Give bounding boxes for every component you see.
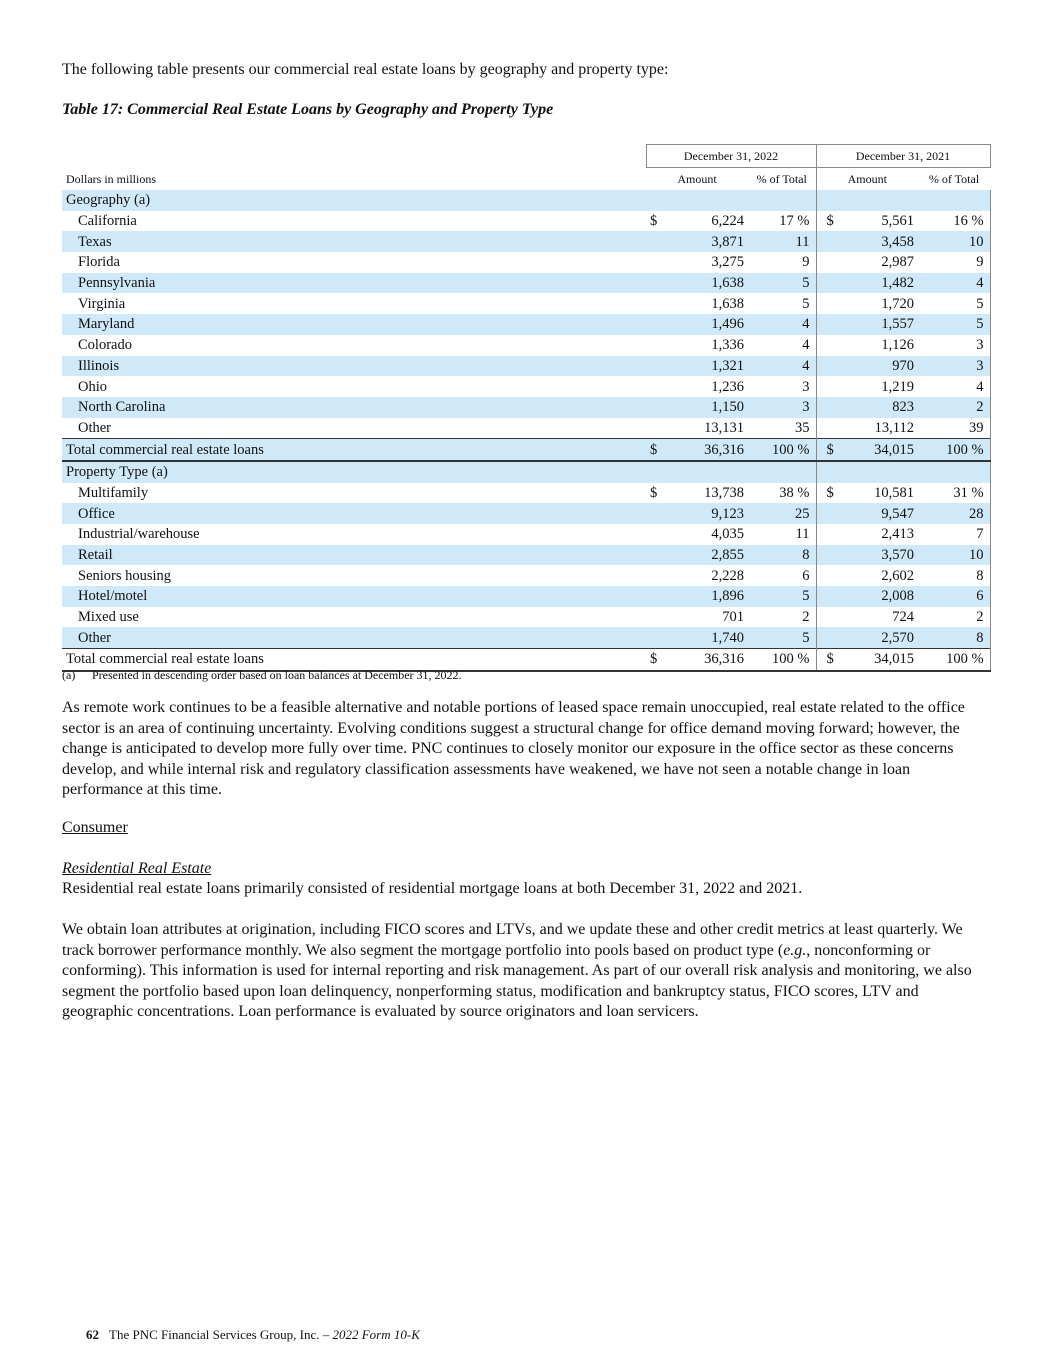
pct-2022: 17 % [779,213,810,230]
blank-cell [918,461,990,483]
dollar-sign-2022 [646,314,672,335]
dollar-sign-2021 [816,565,842,586]
row-label: Office [62,503,646,524]
amount-2021: 2,987 [881,254,915,271]
table-row [62,607,990,628]
dollar-sign-2021 [816,335,842,356]
pct-2022: 2 [802,609,810,626]
dollar-sign-2022 [646,627,672,648]
table-row [62,418,990,439]
office-sector-paragraph: As remote work continues to be a feasible alternative and notable portions of leased space remain unoccupied, real estate related to the office sector is an area of continuing uncertainty. Evolving conditions suggest a structural change for office demand moving forward; however, the change is anticipated to develop more fully over time. PNC continues to closely monitor our exposure in the office sector as these concerns develop, and while internal risk and regulatory classification assessments have weakened, we have not seen a notable change in loan performance at this time. [62,699,965,798]
amount-2021: 5,561 [881,213,915,230]
property-type-section-label: Property Type (a) [62,461,646,483]
table-row [62,397,990,418]
blank-cell [672,461,748,483]
total-amount-2021: 34,015 [842,649,918,671]
dollar-sign-2022 [646,524,672,545]
dollar-sign-2022 [646,607,672,628]
pct-2021: 10 [918,545,990,566]
amount-2022: 1,321 [672,356,748,377]
dollar-sign-2021 [816,314,842,335]
row-label: Industrial/warehouse [78,526,200,543]
table-header-periods [62,145,990,168]
amount-2021: 3,570 [842,545,918,566]
total-pct-2021: 100 % [918,439,990,461]
pct-2021: 4 [918,376,990,397]
dollar-sign-2021 [816,503,842,524]
amount-2021: 2,413 [881,526,915,543]
pct-2022: 11 [795,526,810,543]
dollar-sign-2022 [646,503,672,524]
blank-cell [842,190,918,211]
pct-2021: 28 [918,503,990,524]
row-label: Virginia [78,295,126,312]
dollar-sign-2021 [816,524,842,545]
total-label: Total commercial real estate loans [62,439,646,461]
total-pct-2022: 100 % [748,439,816,461]
residential-paragraph: Residential real estate loans primarily consisted of residential mortgage loans at both December 31, 2022 and 2021. [62,880,803,897]
pct-2021: 8 [918,565,990,586]
total-pct-2022: 100 % [748,649,816,671]
blank-cell [672,190,748,211]
pct-2022: 3 [802,378,810,395]
period-2022-header: December 31, 2022 [646,145,816,168]
geography-total-row [62,439,990,461]
row-label: California [78,213,137,230]
dollar-sign-2022: $ [650,484,658,501]
total-amount-2022: 36,316 [672,649,748,671]
dollar-sign-2022 [646,293,672,314]
amount-2021: 1,557 [842,314,918,335]
pct-2021: 3 [918,335,990,356]
residential-heading: Residential Real Estate [62,860,212,877]
amount-2022: 13,738 [704,484,744,501]
loan-attributes-text-1: We obtain loan attributes at origination, including FICO scores and LTVs, and we update these and other credit metrics at least quarterly. We track borrower performance monthly. We also segment the mortgage portfolio into pools based on product type ( [62,921,963,959]
table-row [62,314,990,335]
table-title: Table 17: Commercial Real Estate Loans by Geography and Property Type [62,101,554,118]
total-pct-2021: 100 % [918,649,990,671]
amount-2022: 9,123 [672,503,748,524]
dollar-sign-2021: $ [816,483,842,504]
dollar-sign-2021 [816,545,842,566]
amount-2022: 1,496 [672,314,748,335]
blank-cell [646,190,672,211]
geography-section-header [62,190,990,211]
row-label: Illinois [62,356,646,377]
dollar-sign-2021 [816,627,842,648]
amount-2022: 3,871 [672,231,748,252]
dollar-sign-2022 [646,231,672,252]
dollar-sign-2021 [816,252,842,273]
amount-2021: 10,581 [874,484,915,501]
amount-2022: 701 [722,609,744,626]
table-row [62,483,990,504]
total-amount-2021: 34,015 [842,439,918,461]
table-row [62,252,990,273]
pct-2022: 3 [748,397,816,418]
footer-form: 2022 Form 10-K [332,1327,420,1342]
row-label: Other [62,627,646,648]
amount-2021-header: Amount [816,168,918,191]
row-label: Seniors housing [78,567,172,584]
blank-cell [646,461,672,483]
blank-cell [816,190,842,211]
amount-2022: 6,224 [711,213,744,230]
amount-2021: 1,126 [881,337,915,354]
pct-2022: 4 [748,314,816,335]
row-label: Florida [78,254,120,271]
amount-2021: 1,720 [881,295,915,312]
amount-2021: 13,112 [874,419,915,436]
loan-attributes-paragraph [62,920,992,1023]
dollar-sign-2021 [816,376,842,397]
amount-2021: 2,602 [881,567,915,584]
pct-2021: 5 [918,293,990,314]
pct-2022: 38 % [779,484,810,501]
amount-2022: 1,150 [672,397,748,418]
footnote-mark: (a) [62,668,76,682]
pct-2021: 8 [918,627,990,648]
table-row [62,293,990,314]
row-label: Maryland [62,314,646,335]
dollar-sign-2022 [646,545,672,566]
page-number: 62 [86,1327,99,1342]
row-label: Colorado [78,337,132,354]
dollar-sign-2022 [646,376,672,397]
dollar-sign-2022: $ [646,439,672,461]
pct-2021: 5 [918,314,990,335]
amount-2021: 1,482 [842,273,918,294]
dollar-sign-2021 [816,231,842,252]
table-row [62,211,990,232]
row-label: Mixed use [78,609,139,626]
dollar-sign-2021 [816,586,842,607]
dollar-sign-2022 [646,418,672,439]
pct-2022: 35 [795,419,810,436]
amount-2021: 823 [842,397,918,418]
dollar-sign-2022 [646,586,672,607]
dollar-sign-2022 [646,565,672,586]
period-2021-header: December 31, 2021 [816,145,990,168]
blank-cell [816,461,842,483]
dollar-sign-2022: $ [650,213,658,230]
dollar-sign-2022 [646,335,672,356]
dollar-sign-2021 [816,607,842,628]
row-label: Retail [62,545,646,566]
footnote-text: Presented in descending order based on loan balances at December 31, 2022. [92,668,462,682]
page-footer [86,1326,420,1344]
amount-2021: 1,219 [881,378,915,395]
pct-2021: 6 [918,586,990,607]
dollar-sign-2022 [646,397,672,418]
loan-attributes-text-2: , nonconforming or conforming). This information is used for internal reporting and risk management. As part of our overall risk analysis and monitoring, we also segment the portfolio based upon loan delinquency, nonperforming status, modification and bankruptcy status, FICO scores, LTV and geographic concentrations. Loan performance is evaluated by source originators and loan servicers. [62,941,972,1020]
amount-2021: 970 [842,356,918,377]
table-row [62,376,990,397]
pct-2021: 10 [918,231,990,252]
pct-2022: 4 [802,337,810,354]
pct-2021: 16 % [918,211,990,232]
amount-2022: 2,855 [672,545,748,566]
dollar-sign-2022: $ [646,649,672,671]
pct-2021: 2 [918,397,990,418]
table-row [62,627,990,648]
amount-2022: 1,638 [711,295,744,312]
pct-2021: 3 [918,356,990,377]
dollar-sign-2021 [816,418,842,439]
dollar-sign-2021: $ [816,211,842,232]
amount-2021: 3,458 [842,231,918,252]
pct-2022: 9 [802,254,810,271]
blank-cell [842,461,918,483]
amount-2022: 1,740 [672,627,748,648]
pct-2022: 5 [748,627,816,648]
dollar-sign-2021: $ [816,439,842,461]
dollar-sign-2021 [816,273,842,294]
dollar-sign-2021 [816,356,842,377]
total-amount-2022: 36,316 [672,439,748,461]
blank-cell [918,190,990,211]
intro-text: The following table presents our commercial real estate loans by geography and property type: [62,61,669,78]
row-label: Pennsylvania [62,273,646,294]
pct-2021: 9 [918,252,990,273]
row-label: Hotel/motel [62,586,646,607]
consumer-heading: Consumer [62,819,128,836]
pct-2022: 4 [748,356,816,377]
row-label: North Carolina [62,397,646,418]
table-row [62,545,990,566]
amount-2022: 4,035 [711,526,744,543]
amount-2022: 1,336 [711,337,744,354]
pct-2022: 8 [748,545,816,566]
loan-attributes-eg: e.g. [783,941,807,959]
dollar-sign-2021: $ [816,649,842,671]
amount-2022-header: Amount [677,172,717,186]
total-label: Total commercial real estate loans [62,649,646,671]
table-row [62,231,990,252]
table-row [62,335,990,356]
amount-2022: 3,275 [711,254,744,271]
pct-2021: 2 [918,607,990,628]
table-row [62,565,990,586]
table-footnote [62,667,462,683]
pct-2022: 5 [748,273,816,294]
blank-cell [748,461,816,483]
amount-2021: 9,547 [842,503,918,524]
row-label: Multifamily [78,484,149,501]
dollar-sign-2021 [816,293,842,314]
table-row [62,586,990,607]
pct-2021: 31 % [918,483,990,504]
pct-2021: 39 [918,418,990,439]
amount-2022: 1,638 [672,273,748,294]
amount-2022: 13,131 [704,419,744,436]
row-label: Texas [62,231,646,252]
pct-2022: 5 [748,586,816,607]
pct-2021-header: % of Total [928,172,980,186]
amount-2021: 2,008 [842,586,918,607]
pct-2022-header: % of Total [756,172,807,186]
pct-2022: 25 [748,503,816,524]
amount-2021: 2,570 [842,627,918,648]
blank-cell [748,190,816,211]
pct-2022: 11 [748,231,816,252]
dollar-sign-2022 [646,273,672,294]
table-header-columns [62,168,990,191]
row-label: Ohio [78,378,107,395]
amount-2022: 2,228 [711,567,744,584]
amount-2022: 1,236 [711,378,744,395]
property-type-section-header [62,461,990,483]
table-row [62,524,990,545]
dollar-sign-2022 [646,252,672,273]
geography-section-label: Geography (a) [62,190,646,211]
row-label: Other [78,419,112,436]
amount-2022: 1,896 [672,586,748,607]
units-label: Dollars in millions [66,171,156,186]
pct-2022: 5 [802,295,810,312]
dollar-sign-2022 [646,356,672,377]
amount-2021: 724 [892,609,915,626]
table-row [62,356,990,377]
footer-company: The PNC Financial Services Group, Inc. – [109,1327,333,1342]
pct-2021: 7 [918,524,990,545]
table-row [62,273,990,294]
pct-2022: 6 [802,567,810,584]
dollar-sign-2021 [816,397,842,418]
pct-2021: 4 [918,273,990,294]
cre-loans-table [62,144,991,672]
table-row [62,503,990,524]
